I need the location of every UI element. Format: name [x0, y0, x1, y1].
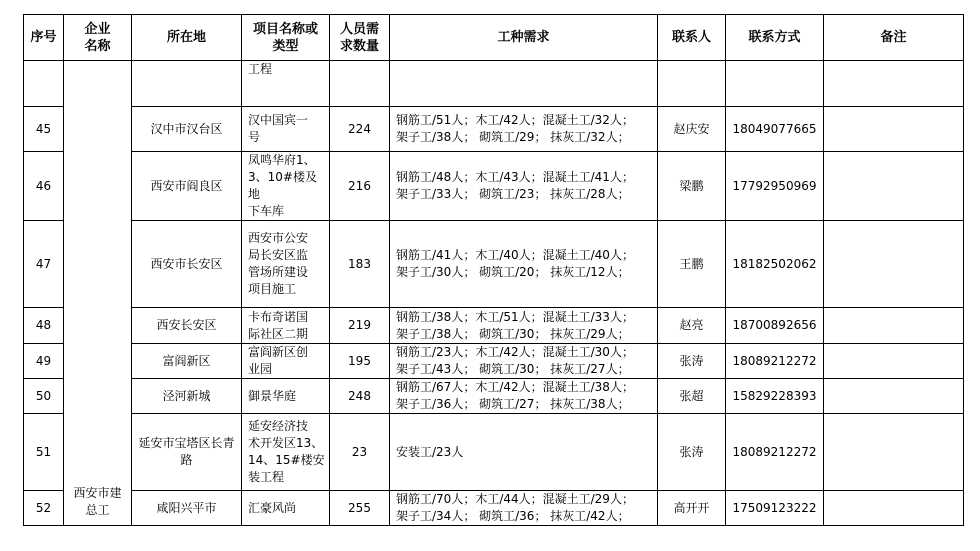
location-text: 西安长安区	[156, 318, 217, 332]
project-line: 汇豪风尚	[248, 500, 297, 515]
remark-cell	[824, 308, 964, 344]
location-cell	[132, 491, 242, 526]
trades-cell	[390, 308, 658, 344]
project-line: 延安经济技	[248, 419, 309, 433]
table-row	[24, 379, 964, 414]
location-cell	[132, 152, 242, 221]
header-company: 企业名称	[64, 15, 132, 61]
seq-cell: 50	[24, 379, 64, 414]
location-text: 咸阳兴平市	[156, 500, 217, 515]
project-cell	[242, 491, 330, 526]
project-line: 汉中国宾一	[248, 113, 309, 127]
project-cell	[242, 61, 330, 107]
remark-cell	[824, 221, 964, 308]
header-row	[24, 15, 964, 61]
phone-cell	[726, 61, 824, 107]
project-cell	[242, 308, 330, 344]
trades-cell	[390, 221, 658, 308]
project-line: 装工程	[248, 470, 285, 484]
seq-cell: 52	[24, 491, 64, 526]
location-cell	[132, 308, 242, 344]
count-cell: 183	[330, 221, 390, 308]
trades-cell	[390, 152, 658, 221]
table-row	[24, 308, 964, 344]
trades-cell	[390, 344, 658, 379]
project-line: 业园	[248, 362, 273, 376]
header-contact: 联系人	[658, 15, 726, 61]
project-cell	[242, 379, 330, 414]
header-trades: 工种需求	[390, 15, 658, 61]
contact-cell: 张涛	[658, 414, 726, 491]
location-text: 泾河新城	[162, 388, 211, 403]
project-line: 14、15#楼安	[248, 453, 325, 467]
location-text: 延安市宝塔区长青路	[138, 436, 235, 467]
trade-line: 架子工/36人； 砌筑工/27； 抹灰工/38人；	[396, 397, 630, 411]
project-cell	[242, 344, 330, 379]
location-cell	[132, 344, 242, 379]
project-cell	[242, 107, 330, 152]
remark-cell	[824, 491, 964, 526]
seq-cell: 47	[24, 221, 64, 308]
location-cell	[132, 107, 242, 152]
location-cell	[132, 61, 242, 107]
count-cell: 216	[330, 152, 390, 221]
location-text: 汉中市汉台区	[150, 121, 223, 136]
count-cell: 255	[330, 491, 390, 526]
contact-cell: 高开开	[658, 491, 726, 526]
project-line: 凤鸣华府1、	[248, 153, 316, 167]
header-count: 人员需求数量	[330, 15, 390, 61]
recruitment-table	[23, 14, 964, 526]
company-name: 西安市建总工	[73, 486, 122, 517]
project-cell	[242, 414, 330, 491]
project-line: 卡布奇诺国	[248, 309, 309, 324]
project-line: 术开发区13、	[248, 436, 324, 450]
location-text: 富阎新区	[162, 353, 211, 368]
project-line: 局长安区监	[248, 248, 309, 262]
trades-cell	[390, 107, 658, 152]
table-row	[24, 221, 964, 308]
contact-cell: 张涛	[658, 344, 726, 379]
contact-cell: 王鹏	[658, 221, 726, 308]
phone-cell: 15829228393	[726, 379, 824, 414]
project-cell	[242, 221, 330, 308]
location-text: 西安市长安区	[150, 256, 223, 271]
count-cell	[330, 61, 390, 107]
phone-cell: 18089212272	[726, 344, 824, 379]
header-location: 所在地	[132, 15, 242, 61]
table-body	[24, 61, 964, 526]
recruitment-table-wrapper	[23, 14, 964, 526]
location-cell	[132, 379, 242, 414]
table-row	[24, 61, 964, 107]
trade-line: 架子工/33人； 砌筑工/23； 抹灰工/28人；	[396, 187, 630, 201]
header-phone: 联系方式	[726, 15, 824, 61]
table-row	[24, 344, 964, 379]
phone-cell: 18049077665	[726, 107, 824, 152]
header-project: 项目名称或类型	[242, 15, 330, 61]
project-line: 3、10#楼及地	[248, 170, 317, 201]
table-row	[24, 414, 964, 491]
trades-cell	[390, 61, 658, 107]
company-cell	[64, 61, 132, 526]
table-row	[24, 491, 964, 526]
count-cell: 219	[330, 308, 390, 344]
location-text: 西安市阎良区	[150, 178, 223, 193]
project-line: 管场所建设	[248, 265, 309, 279]
phone-cell: 18182502062	[726, 221, 824, 308]
contact-cell: 梁鹏	[658, 152, 726, 221]
trade-line: 架子工/43人； 砌筑工/30； 抹灰工/27人；	[396, 362, 630, 376]
trade-line: 钢筋工/67人；木工/42人；混凝土工/38人；	[396, 380, 634, 394]
contact-cell: 张超	[658, 379, 726, 414]
project-line: 富阎新区创	[248, 345, 309, 359]
seq-cell: 49	[24, 344, 64, 379]
trade-line: 钢筋工/23人；木工/42人；混凝土工/30人；	[396, 345, 634, 359]
remark-cell	[824, 152, 964, 221]
project-line: 项目施工	[248, 282, 297, 296]
trade-line: 钢筋工/38人；木工/51人；混凝土工/33人；	[396, 309, 634, 324]
remark-cell	[824, 379, 964, 414]
location-cell	[132, 221, 242, 308]
remark-cell	[824, 414, 964, 491]
trade-line: 安装工/23人	[396, 444, 464, 459]
contact-cell: 赵庆安	[658, 107, 726, 152]
remark-cell	[824, 61, 964, 107]
phone-cell: 18089212272	[726, 414, 824, 491]
project-cell	[242, 152, 330, 221]
table-row	[24, 152, 964, 221]
seq-cell	[24, 61, 64, 107]
seq-cell: 46	[24, 152, 64, 221]
trade-line: 架子工/38人； 砌筑工/29； 抹灰工/32人；	[396, 130, 630, 144]
project-line: 西安市公安	[248, 231, 309, 245]
trade-line: 钢筋工/70人；木工/44人；混凝土工/29人；	[396, 492, 634, 506]
phone-cell: 18700892656	[726, 308, 824, 344]
project-line: 工程	[248, 62, 273, 76]
count-cell: 195	[330, 344, 390, 379]
seq-cell: 51	[24, 414, 64, 491]
trade-line: 架子工/30人； 砌筑工/20； 抹灰工/12人；	[396, 265, 630, 279]
trade-line: 钢筋工/41人；木工/40人；混凝土工/40人；	[396, 248, 634, 262]
trade-line: 架子工/38人； 砌筑工/30； 抹灰工/29人；	[396, 326, 630, 341]
project-line: 御景华庭	[248, 388, 297, 403]
count-cell: 23	[330, 414, 390, 491]
trade-line: 架子工/34人； 砌筑工/36； 抹灰工/42人；	[396, 509, 630, 523]
trade-line: 钢筋工/48人；木工/43人；混凝土工/41人；	[396, 170, 634, 184]
phone-cell: 17509123222	[726, 491, 824, 526]
phone-cell: 17792950969	[726, 152, 824, 221]
count-cell: 224	[330, 107, 390, 152]
count-cell: 248	[330, 379, 390, 414]
trades-cell	[390, 414, 658, 491]
project-line: 际社区二期	[248, 326, 309, 341]
trade-line: 钢筋工/51人；木工/42人；混凝土工/32人；	[396, 113, 634, 127]
trades-cell	[390, 491, 658, 526]
trades-cell	[390, 379, 658, 414]
contact-cell: 赵亮	[658, 308, 726, 344]
remark-cell	[824, 107, 964, 152]
seq-cell: 45	[24, 107, 64, 152]
location-cell	[132, 414, 242, 491]
seq-cell: 48	[24, 308, 64, 344]
contact-cell	[658, 61, 726, 107]
project-line: 下车库	[248, 204, 285, 218]
header-remark: 备注	[824, 15, 964, 61]
remark-cell	[824, 344, 964, 379]
header-seq: 序号	[24, 15, 64, 61]
project-line: 号	[248, 130, 261, 144]
table-row	[24, 107, 964, 152]
